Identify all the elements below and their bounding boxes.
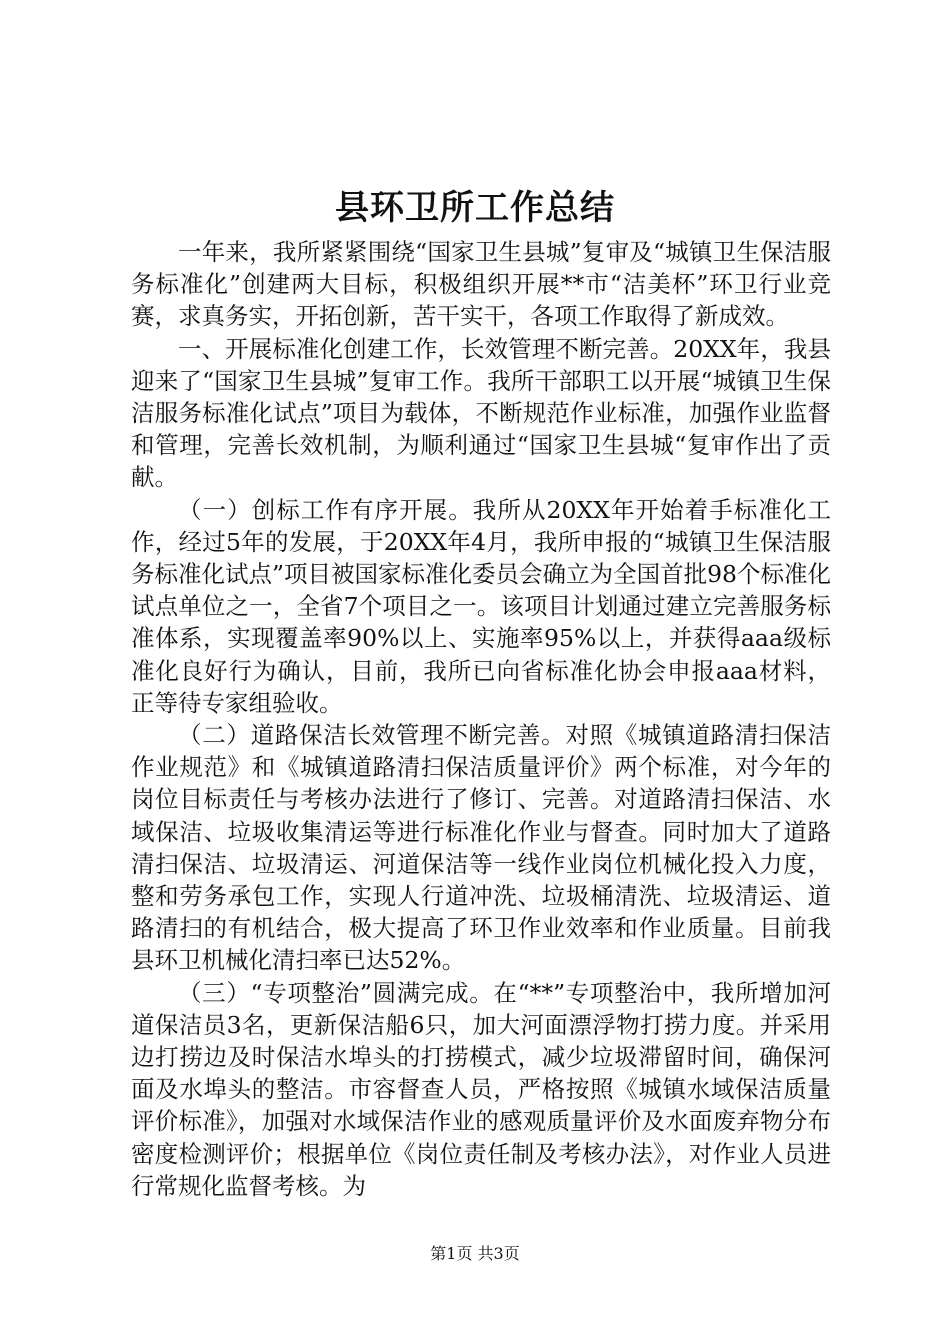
- document-title: 县环卫所工作总结: [335, 188, 615, 228]
- paragraph-subsection-3: （三）“专项整治”圆满完成。在“**”专项整治中，我所增加河道保洁员3名，更新保洁船6只，加大河面漂浮物打捞力度。并采用边打捞边及时保洁水埠头的打捞模式，减少垃圾滞留时间，确保河面及水埠头的整洁。市容督查人员，严格按照《城镇水域保洁质量评价标准》，加强对水域保洁作业的感观质量评价及水面废弃物分布密度检测评价；根据单位《岗位责任制及考核办法》，对作业人员进行常规化监督考核。为: [131, 978, 831, 1200]
- document-body: [131, 236, 831, 1202]
- page-footer: [0, 1244, 950, 1264]
- paragraph-intro: 一年来，我所紧紧围绕“国家卫生县城”复审及“城镇卫生保洁服务标准化”创建两大目标，积极组织开展**市“洁美杯”环卫行业竞赛，求真务实，开拓创新，苦干实干，各项工作取得了新成效。: [131, 238, 831, 331]
- page-indicator: 第1页 共3页: [430, 1244, 520, 1263]
- paragraph-subsection-2: （二）道路保洁长效管理不断完善。对照《城镇道路清扫保洁作业规范》和《城镇道路清扫保洁质量评价》两个标准，对今年的岗位目标责任与考核办法进行了修订、完善。对道路清扫保洁、水域保洁、垃圾收集清运等进行标准化作业与督查。同时加大了道路清扫保洁、垃圾清运、河道保洁等一线作业岗位机械化投入力度，整和劳务承包工作，实现人行道冲洗、垃圾桶清洗、垃圾清运、道路清扫的有机结合，极大提高了环卫作业效率和作业质量。目前我县环卫机械化清扫率已达52%。: [131, 721, 831, 975]
- paragraph-subsection-1: （一）创标工作有序开展。我所从20XX年开始着手标准化工作，经过5年的发展，于20XX年4月，我所申报的“城镇卫生保洁服务标准化试点”项目被国家标准化委员会确立为全国首批98个标准化试点单位之一，全省7个项目之一。该项目计划通过建立完善服务标准体系，实现覆盖率90%以上、实施率95%以上，并获得aaa级标准化良好行为确认，目前，我所已向省标准化协会申报aaa材料，正等待专家组验收。: [131, 495, 831, 717]
- paragraph-section-1: 一、开展标准化创建工作，长效管理不断完善。20XX年，我县迎来了“国家卫生县城”复审工作。我所干部职工以开展“城镇卫生保洁服务标准化试点”项目为载体，不断规范作业标准，加强作业监督和管理，完善长效机制，为顺利通过“国家卫生县城“复审作出了贡献。: [131, 334, 831, 492]
